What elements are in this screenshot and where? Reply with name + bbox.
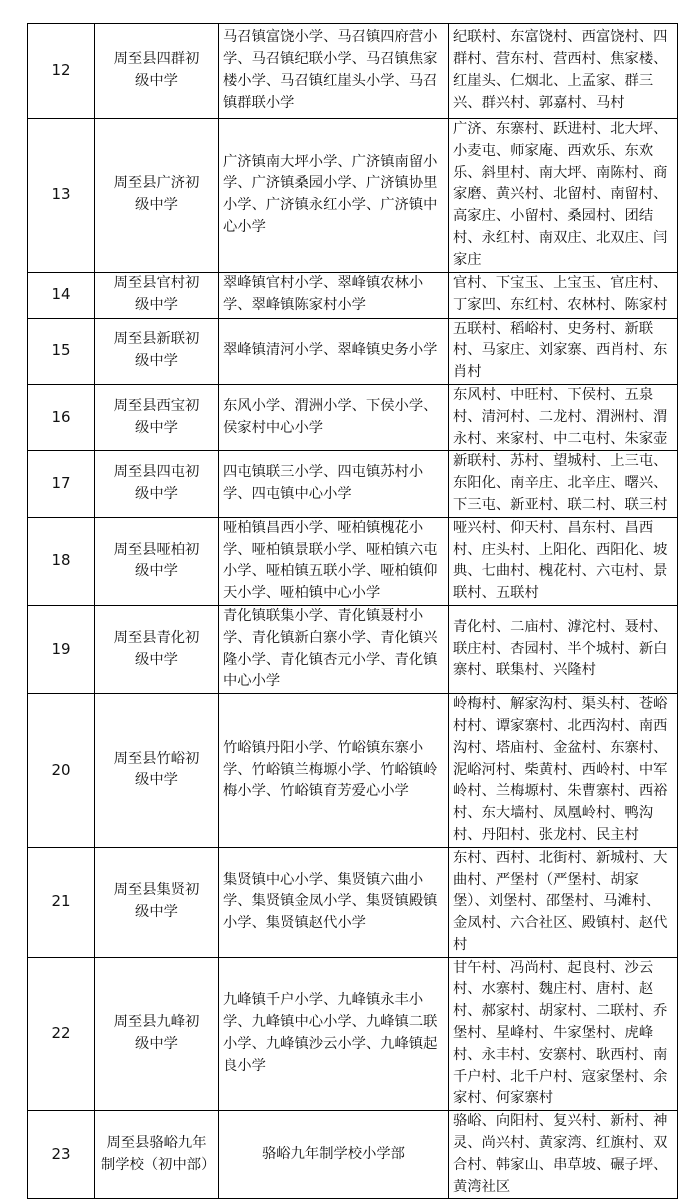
table-row xyxy=(28,272,678,318)
middle-school-name: 周至县骆峪九年制学校（初中部） xyxy=(95,1111,219,1199)
middle-school-name: 周至县新联初级中学 xyxy=(95,318,219,384)
middle-school-name: 周至县九峰初级中学 xyxy=(95,957,219,1111)
row-number: 14 xyxy=(28,272,95,318)
table-row xyxy=(28,384,678,450)
primary-schools: 竹峪镇丹阳小学、竹峪镇东寨小学、竹峪镇兰梅塬小学、竹峪镇岭梅小学、竹峪镇育芳爱心小学 xyxy=(219,694,449,848)
primary-schools: 广济镇南大坪小学、广济镇南留小学、广济镇桑园小学、广济镇协里小学、广济镇永红小学、广济镇中心小学 xyxy=(219,119,449,273)
villages: 岭梅村、解家沟村、渠头村、苍峪村村、谭家寨村、北西沟村、南西沟村、塔庙村、金盆村、东寨村、泥峪河村、柴黄村、西岭村、中军岭村、兰梅塬村、朱曹寨村、西裕村、东大墙村、凤凰岭村、鸭沟村、丹阳村、张龙村、民主村 xyxy=(449,694,678,848)
table-row xyxy=(28,605,678,693)
primary-schools: 马召镇富饶小学、马召镇四府营小学、马召镇纪联小学、马召镇焦家楼小学、马召镇红崖头小学、马召镇群联小学 xyxy=(219,24,449,119)
table-row xyxy=(28,451,678,517)
row-number: 13 xyxy=(28,119,95,273)
villages: 官村、下宝玉、上宝玉、官庄村、丁家凹、东红村、农林村、陈家村 xyxy=(449,272,678,318)
middle-school-name: 周至县青化初级中学 xyxy=(95,605,219,693)
primary-schools: 翠峰镇官村小学、翠峰镇农林小学、翠峰镇陈家村小学 xyxy=(219,272,449,318)
school-district-table-page xyxy=(27,23,677,1199)
middle-school-name: 周至县西宝初级中学 xyxy=(95,384,219,450)
row-number: 19 xyxy=(28,605,95,693)
villages: 五联村、稻峪村、史务村、新联村、马家庄、刘家寨、西肖村、东肖村 xyxy=(449,318,678,384)
table-row xyxy=(28,694,678,848)
primary-schools: 青化镇联集小学、青化镇聂村小学、青化镇新白寨小学、青化镇兴隆小学、青化镇杏元小学、青化镇中心小学 xyxy=(219,605,449,693)
villages: 哑兴村、仰天村、昌东村、昌西村、庄头村、上阳化、西阳化、坡典、七曲村、槐花村、六屯村、景联村、五联村 xyxy=(449,517,678,605)
villages: 广济、东寨村、跃进村、北大坪、小麦屯、师家庵、西欢乐、东欢乐、斜里村、南大坪、南陈村、商家磨、黄兴村、北留村、南留村、高家庄、小留村、桑园村、团结村、永红村、南双庄、北双庄、闫家庄 xyxy=(449,119,678,273)
villages: 骆峪、向阳村、复兴村、新村、神灵、尚兴村、黄家湾、红旗村、双合村、韩家山、串草坡、碾子坪、黄湾社区 xyxy=(449,1111,678,1199)
middle-school-name: 周至县集贤初级中学 xyxy=(95,847,219,957)
table-row xyxy=(28,517,678,605)
row-number: 21 xyxy=(28,847,95,957)
row-number: 18 xyxy=(28,517,95,605)
table-row xyxy=(28,1111,678,1199)
primary-schools: 九峰镇千户小学、九峰镇永丰小学、九峰镇中心小学、九峰镇二联小学、九峰镇沙云小学、九峰镇起良小学 xyxy=(219,957,449,1111)
table-row xyxy=(28,957,678,1111)
villages: 东风村、中旺村、下侯村、五泉村、清河村、二龙村、渭洲村、渭永村、来家村、中二屯村、朱家壶 xyxy=(449,384,678,450)
villages: 东村、西村、北街村、新城村、大曲村、严堡村（严堡村、胡家堡）、刘堡村、邵堡村、马滩村、金凤村、六合社区、殿镇村、赵代村 xyxy=(449,847,678,957)
villages: 甘午村、冯尚村、起良村、沙云村、水寨村、魏庄村、唐村、赵村、郝家村、胡家村、二联村、乔堡村、星峰村、牛家堡村、虎峰村、永丰村、安寨村、耿西村、南千户村、北千户村、寇家堡村、余家村、何家寨村 xyxy=(449,957,678,1111)
row-number: 15 xyxy=(28,318,95,384)
primary-schools: 骆峪九年制学校小学部 xyxy=(219,1111,449,1199)
middle-school-name: 周至县竹峪初级中学 xyxy=(95,694,219,848)
table-row xyxy=(28,847,678,957)
primary-schools: 哑柏镇昌西小学、哑柏镇槐花小学、哑柏镇景联小学、哑柏镇六屯小学、哑柏镇五联小学、哑柏镇仰天小学、哑柏镇中心小学 xyxy=(219,517,449,605)
villages: 纪联村、东富饶村、西富饶村、四群村、营东村、营西村、焦家楼、红崖头、仁烟北、上孟家、群三兴、群兴村、郭嘉村、马村 xyxy=(449,24,678,119)
table-row xyxy=(28,318,678,384)
table-row xyxy=(28,24,678,119)
villages: 青化村、二庙村、滹沱村、聂村、联庄村、杏园村、半个城村、新白寨村、联集村、兴隆村 xyxy=(449,605,678,693)
table-row xyxy=(28,119,678,273)
primary-schools: 四屯镇联三小学、四屯镇苏村小学、四屯镇中心小学 xyxy=(219,451,449,517)
primary-schools: 集贤镇中心小学、集贤镇六曲小学、集贤镇金凤小学、集贤镇殿镇小学、集贤镇赵代小学 xyxy=(219,847,449,957)
row-number: 16 xyxy=(28,384,95,450)
villages: 新联村、苏村、望城村、上三屯、东阳化、南辛庄、北辛庄、曙兴、下三屯、新亚村、联二村、联三村 xyxy=(449,451,678,517)
middle-school-name: 周至县哑柏初级中学 xyxy=(95,517,219,605)
middle-school-name: 周至县四屯初级中学 xyxy=(95,451,219,517)
row-number: 20 xyxy=(28,694,95,848)
middle-school-name: 周至县四群初级中学 xyxy=(95,24,219,119)
row-number: 22 xyxy=(28,957,95,1111)
primary-schools: 东风小学、渭洲小学、下侯小学、侯家村中心小学 xyxy=(219,384,449,450)
row-number: 17 xyxy=(28,451,95,517)
row-number: 23 xyxy=(28,1111,95,1199)
row-number: 12 xyxy=(28,24,95,119)
school-district-table xyxy=(27,23,678,1199)
middle-school-name: 周至县官村初级中学 xyxy=(95,272,219,318)
middle-school-name: 周至县广济初级中学 xyxy=(95,119,219,273)
primary-schools: 翠峰镇清河小学、翠峰镇史务小学 xyxy=(219,318,449,384)
